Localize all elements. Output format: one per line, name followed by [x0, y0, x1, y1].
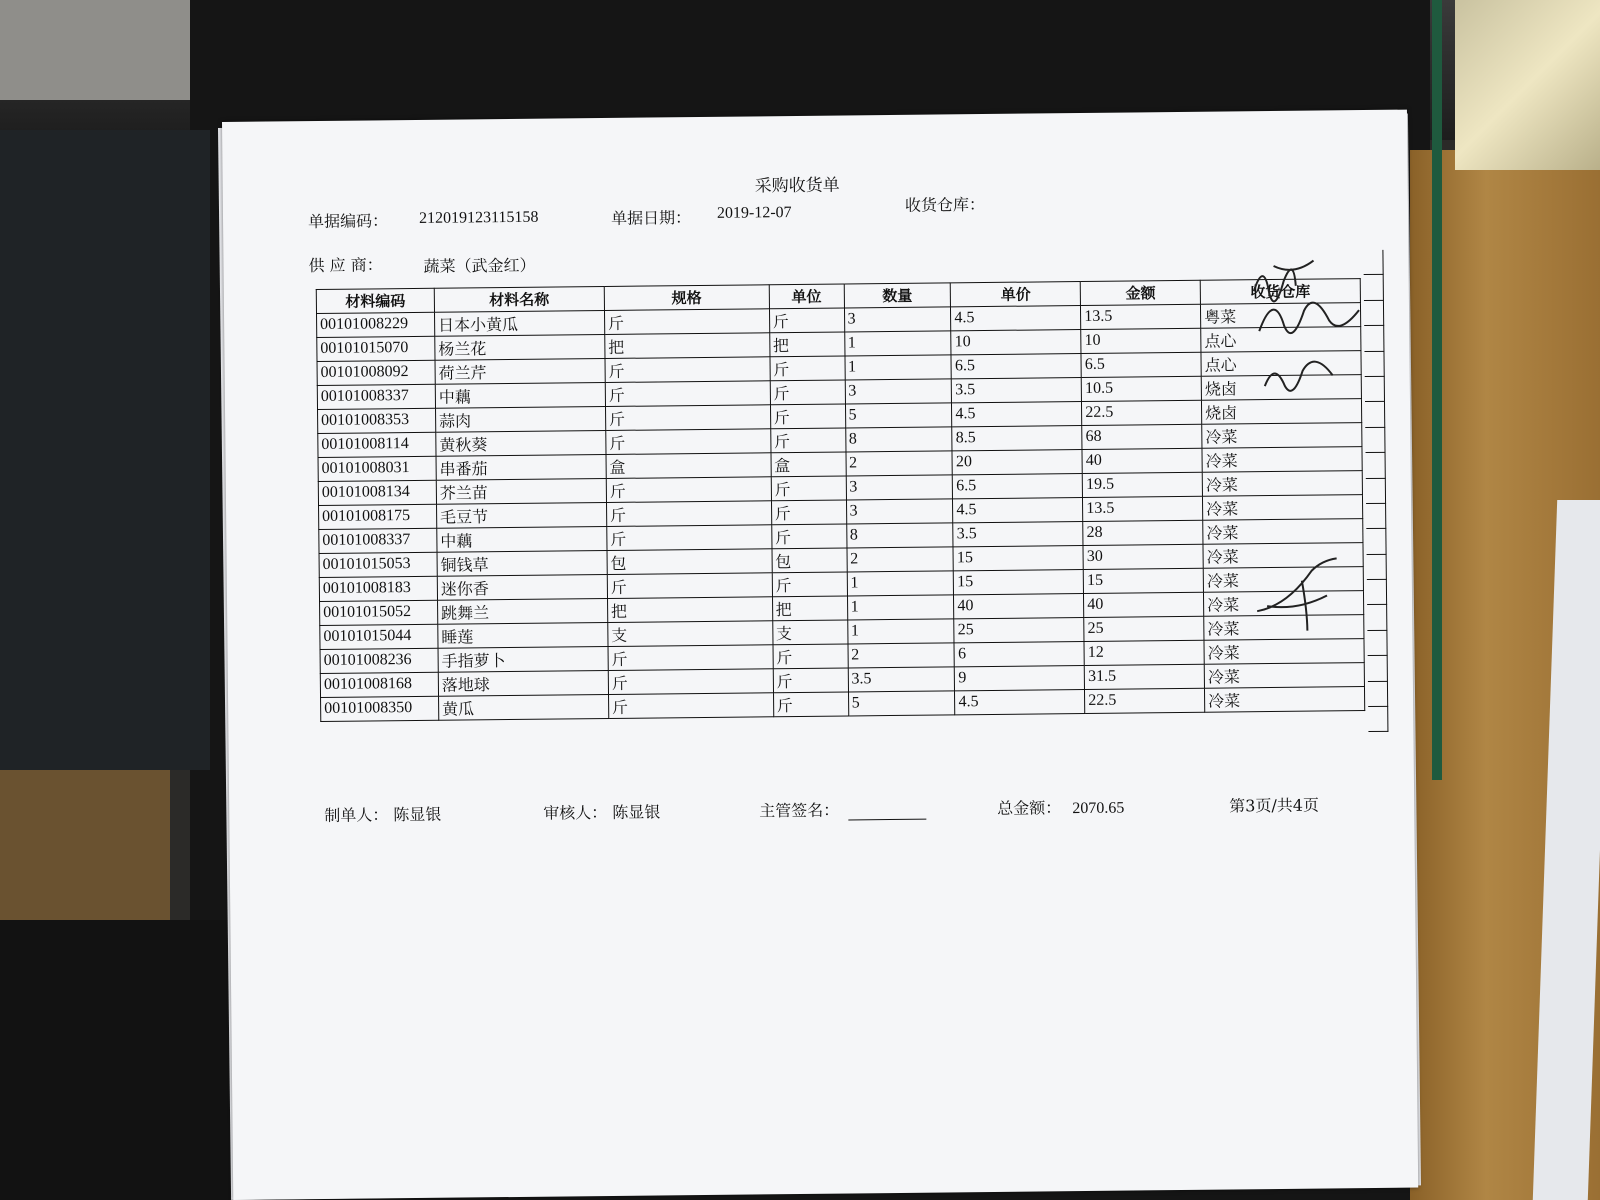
material-name-cell: 芥兰苗 [436, 478, 606, 504]
quantity-cell: 1 [847, 618, 954, 643]
warehouse-cell: 烧卤 [1201, 374, 1361, 400]
unit-cell: 斤 [770, 356, 845, 381]
unit-price-cell: 40 [954, 593, 1084, 618]
material-code-cell: 00101008092 [317, 360, 435, 385]
material-name-cell: 日本小黄瓜 [434, 310, 604, 336]
quantity-cell: 2 [846, 450, 953, 475]
amount-cell: 6.5 [1081, 352, 1201, 377]
warehouse-cell: 冷菜 [1202, 422, 1362, 448]
amount-cell: 68 [1082, 424, 1202, 449]
warehouse-label: 收货仓库： [904, 195, 986, 215]
material-name-cell: 铜钱草 [437, 550, 607, 576]
material-name-cell: 睡莲 [438, 622, 608, 648]
column-header: 单位 [769, 284, 844, 308]
material-name-cell: 毛豆节 [436, 502, 606, 528]
spec-cell: 支 [608, 620, 773, 646]
spec-cell: 把 [607, 596, 772, 622]
warehouse-cell: 冷菜 [1204, 590, 1364, 616]
material-code-cell: 00101008183 [319, 576, 437, 601]
tick-mark [1366, 529, 1386, 555]
maker [324, 802, 441, 826]
doc-no: 212019123115158 [418, 208, 539, 227]
spec-cell: 把 [605, 332, 770, 358]
tick-mark [1366, 504, 1386, 530]
warehouse-cell: 粤菜 [1201, 302, 1361, 328]
material-name-cell: 串番茄 [436, 454, 606, 480]
material-code-cell: 00101008337 [317, 384, 435, 409]
column-header: 材料名称 [434, 287, 604, 312]
spec-cell: 包 [607, 548, 772, 574]
material-code-cell: 00101008236 [320, 648, 438, 673]
folder-edge [1432, 0, 1442, 780]
quantity-cell: 5 [848, 690, 955, 715]
material-code-cell: 00101008350 [321, 696, 439, 721]
tick-mark [1368, 681, 1388, 707]
unit-price-cell: 3.5 [953, 521, 1083, 546]
warehouse-cell: 冷菜 [1204, 614, 1364, 640]
amount-cell: 19.5 [1082, 472, 1202, 497]
unit-cell: 斤 [770, 404, 845, 429]
wood-desk [0, 770, 170, 920]
maker-name: 陈显银 [393, 804, 442, 825]
unit-cell: 支 [772, 620, 847, 645]
unit-cell: 斤 [773, 668, 848, 693]
tick-mark [1367, 631, 1387, 657]
spec-cell: 斤 [607, 524, 772, 550]
material-code-cell: 00101008229 [317, 312, 435, 337]
unit-cell: 斤 [771, 500, 846, 525]
quantity-cell: 3 [844, 306, 951, 331]
tick-mark [1368, 707, 1388, 733]
material-code-cell: 00101015053 [319, 552, 437, 577]
unit-price-cell: 4.5 [955, 689, 1085, 714]
quantity-cell: 1 [844, 330, 951, 355]
warehouse-cell: 冷菜 [1204, 662, 1364, 688]
unit-cell: 斤 [771, 524, 846, 549]
material-code-cell: 00101008168 [320, 672, 438, 697]
material-code-cell: 00101015070 [317, 336, 435, 361]
material-code-cell: 00101015052 [320, 600, 438, 625]
warehouse-cell: 冷菜 [1204, 638, 1364, 664]
device-background [0, 0, 215, 100]
tick-mark [1365, 402, 1385, 428]
amount-cell: 40 [1082, 448, 1202, 473]
handwritten-signature [1233, 250, 1375, 401]
warehouse-cell: 冷菜 [1203, 566, 1363, 592]
unit-cell: 把 [772, 596, 847, 621]
unit-price-cell: 25 [954, 617, 1084, 642]
quantity-cell: 1 [845, 354, 952, 379]
unit-price-cell: 4.5 [951, 305, 1081, 330]
material-name-cell: 荷兰芹 [435, 358, 605, 384]
maker-label: 制单人： [324, 805, 389, 825]
unit-cell: 斤 [773, 644, 848, 669]
warehouse-cell: 冷菜 [1202, 470, 1362, 496]
warehouse-cell: 点心 [1201, 350, 1361, 376]
spec-cell: 斤 [608, 668, 773, 694]
supplier-label: 供 应 商： [308, 255, 383, 276]
spec-cell: 斤 [605, 404, 770, 430]
material-code-cell: 00101008134 [318, 480, 436, 505]
quantity-cell: 1 [847, 570, 954, 595]
material-name-cell: 蒜肉 [435, 406, 605, 432]
supplier-name: 蔬菜（武金红） [423, 255, 536, 276]
spec-cell: 盒 [606, 452, 771, 478]
receipt-sheet [222, 110, 1418, 1200]
amount-cell: 10.5 [1081, 376, 1201, 401]
warehouse-cell: 烧卤 [1202, 398, 1362, 424]
column-header: 收货仓库 [1200, 279, 1360, 304]
material-code-cell: 00101015044 [320, 624, 438, 649]
unit-cell: 斤 [770, 380, 845, 405]
material-name-cell: 黄瓜 [438, 694, 608, 720]
amount-cell: 10 [1081, 328, 1201, 353]
unit-cell: 盒 [771, 452, 846, 477]
column-header: 规格 [604, 285, 769, 310]
quantity-cell: 3.5 [848, 666, 955, 691]
quantity-cell: 3 [845, 378, 952, 403]
spec-cell: 斤 [606, 428, 771, 454]
page-number: 第3页/共4页 [1229, 795, 1320, 816]
amount-cell: 22.5 [1082, 400, 1202, 425]
warehouse-cell: 点心 [1201, 326, 1361, 352]
handwritten-check-signature [1247, 555, 1358, 636]
material-code-cell: 00101008114 [318, 432, 436, 457]
warehouse-cell: 冷菜 [1203, 494, 1363, 520]
doc-date: 2019-12-07 [716, 204, 792, 222]
supervisor-signature [759, 797, 926, 822]
quantity-cell: 8 [846, 522, 953, 547]
total-label: 总金额： [997, 798, 1062, 818]
amount-cell: 25 [1084, 616, 1204, 641]
spec-cell: 斤 [606, 500, 771, 526]
tick-mark [1367, 605, 1387, 631]
unit-cell: 斤 [773, 692, 848, 717]
unit-price-cell: 8.5 [952, 425, 1082, 450]
tick-mark [1366, 453, 1386, 479]
tick-mark [1366, 478, 1386, 504]
material-code-cell: 00101008353 [318, 408, 436, 433]
quantity-cell: 5 [845, 402, 952, 427]
spec-cell: 斤 [605, 380, 770, 406]
material-name-cell: 杨兰花 [435, 334, 605, 360]
spec-cell: 斤 [606, 476, 771, 502]
signature-line [848, 805, 926, 821]
reviewer-label: 审核人： [543, 803, 608, 823]
unit-price-cell: 10 [951, 329, 1081, 354]
unit-cell: 斤 [769, 308, 844, 333]
total-amount [997, 795, 1124, 819]
spec-cell: 斤 [608, 692, 773, 718]
warehouse-cell: 冷菜 [1205, 686, 1365, 712]
unit-price-cell: 15 [953, 545, 1083, 570]
amount-cell: 13.5 [1083, 496, 1203, 521]
monitor-background [0, 130, 210, 770]
amount-cell: 28 [1083, 520, 1203, 545]
quantity-cell: 1 [847, 594, 954, 619]
quantity-cell: 3 [846, 474, 953, 499]
goods-table [316, 278, 1365, 722]
column-header: 金额 [1080, 280, 1200, 305]
material-name-cell: 手指萝卜 [438, 646, 608, 672]
material-code-cell: 00101008175 [319, 504, 437, 529]
warehouse-cell: 冷菜 [1203, 542, 1363, 568]
material-name-cell: 中藕 [437, 526, 607, 552]
warehouse-cell: 冷菜 [1202, 446, 1362, 472]
unit-cell: 把 [769, 332, 844, 357]
quantity-cell: 8 [845, 426, 952, 451]
material-name-cell: 落地球 [438, 670, 608, 696]
unit-price-cell: 6 [954, 641, 1084, 666]
unit-price-cell: 4.5 [953, 497, 1083, 522]
spec-cell: 斤 [607, 572, 772, 598]
amount-cell: 15 [1083, 568, 1203, 593]
unit-cell: 斤 [771, 476, 846, 501]
plastic-bag [1455, 0, 1600, 170]
amount-cell: 13.5 [1081, 304, 1201, 329]
material-name-cell: 跳舞兰 [437, 598, 607, 624]
amount-cell: 22.5 [1085, 688, 1205, 713]
column-header: 单价 [951, 282, 1081, 307]
dark-background [0, 920, 230, 1200]
tick-mark [1367, 580, 1387, 606]
unit-price-cell: 9 [955, 665, 1085, 690]
unit-price-cell: 3.5 [952, 377, 1082, 402]
amount-cell: 40 [1084, 592, 1204, 617]
unit-price-cell: 6.5 [953, 473, 1083, 498]
unit-price-cell: 20 [952, 449, 1082, 474]
tick-mark [1367, 555, 1387, 581]
warehouse-cell: 冷菜 [1203, 518, 1363, 544]
doc-no-label: 单据编码： [307, 211, 389, 232]
material-name-cell: 中藕 [435, 382, 605, 408]
column-header: 数量 [844, 283, 951, 308]
unit-price-cell: 4.5 [952, 401, 1082, 426]
supervisor-label: 主管签名： [759, 800, 840, 821]
spec-cell: 斤 [604, 308, 769, 334]
tick-mark [1365, 428, 1385, 454]
quantity-cell: 2 [848, 642, 955, 667]
total-value: 2070.65 [1072, 799, 1125, 818]
unit-cell: 斤 [772, 572, 847, 597]
amount-cell: 30 [1083, 544, 1203, 569]
spec-cell: 斤 [605, 356, 770, 382]
unit-cell: 斤 [770, 428, 845, 453]
material-code-cell: 00101008337 [319, 528, 437, 553]
quantity-cell: 3 [846, 498, 953, 523]
amount-cell: 12 [1084, 640, 1204, 665]
unit-price-cell: 15 [954, 569, 1084, 594]
column-header: 材料编码 [316, 288, 434, 313]
document-title: 采购收货单 [754, 175, 840, 197]
reviewer-name: 陈显银 [612, 802, 661, 822]
material-code-cell: 00101008031 [318, 456, 436, 481]
unit-cell: 包 [772, 548, 847, 573]
reviewer [543, 799, 660, 823]
amount-cell: 31.5 [1084, 664, 1204, 689]
material-name-cell: 迷你香 [437, 574, 607, 600]
quantity-cell: 2 [847, 546, 954, 571]
spec-cell: 斤 [608, 644, 773, 670]
doc-date-label: 单据日期： [610, 208, 692, 228]
material-name-cell: 黄秋葵 [436, 430, 606, 456]
tick-mark [1368, 656, 1388, 682]
unit-price-cell: 6.5 [951, 353, 1081, 378]
